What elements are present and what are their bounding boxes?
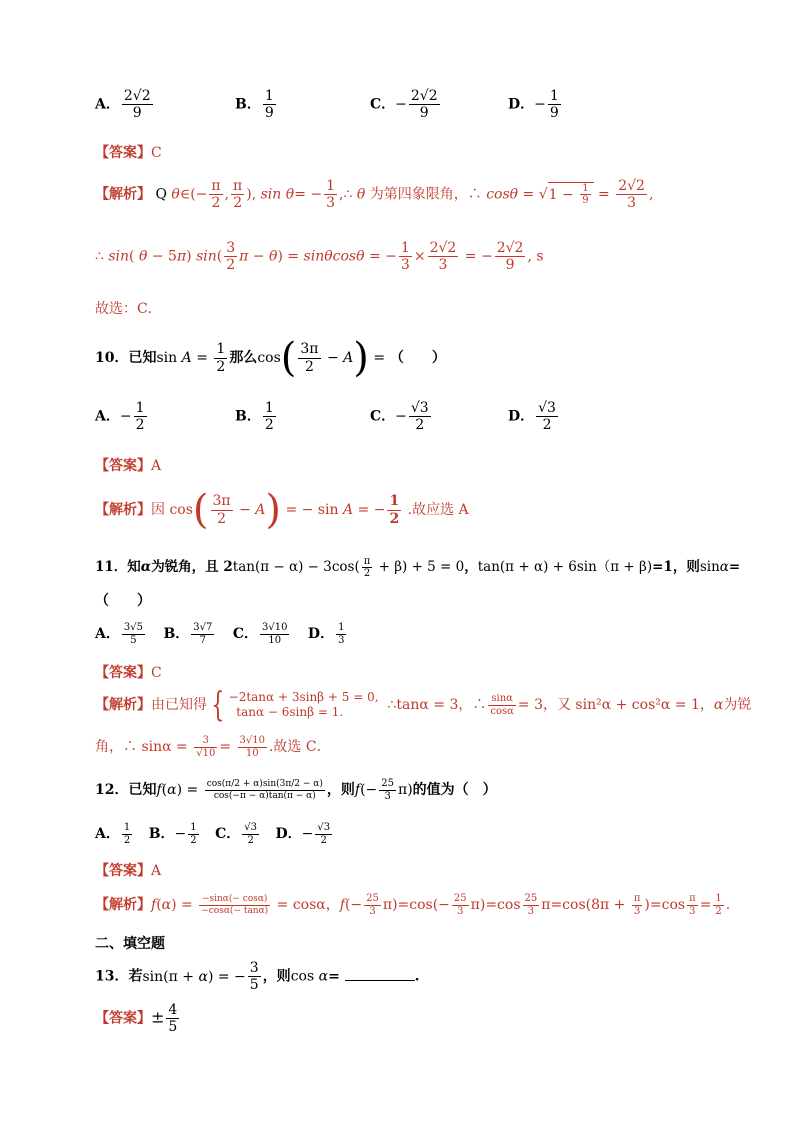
q12-options: A． $\frac{1}{2}$ B．− $\frac{1}{2}$ C． $\frac{√3}{2}$ D．− $\frac{√3}{2}$ <box>95 822 331 846</box>
q12-stem: 12．已知f(α) = $\frac{\cos(\pi/2 + \alpha)\sin(3\pi/2 - \alpha)}{\cos(-\pi - \alpha)\tan(\pi - \alpha)}$ ，则f(− $\frac{25}{3}$ π)的值为（ ） <box>95 778 497 802</box>
q12-analysis: 【解析】f(α) = $\frac{-\sin\alpha(- \cos\alpha)}{-\cos\alpha(- \tan\alpha)}$ = cosα，f(− $\frac{25}{3}$ π)=cos(− $\frac{25}{3}$ π)=cos $\frac{25}{3}$ π=cos(8π + $\frac{\pi}{3}$ )=cos $\frac{\pi}{3}$ = $\frac{1}{2}$ . <box>95 893 731 917</box>
q10-option-b: B． $\frac{1}{2}$ <box>235 400 274 434</box>
q9-option-b: B． $\frac{1}{9}$ <box>235 88 274 122</box>
q11-stem: 11．知α为锐角，且 2tan(π − α) − 3cos( $\frac{\pi}{2}$ + β) + 5 = 0，tan(π + α) + 6sin（π + β)=1，则sinα= <box>95 555 741 579</box>
q12-answer: 【答案】A <box>95 863 162 879</box>
q9-option-c: C．− $\frac{2√2}{9}$ <box>370 88 438 122</box>
q9-analysis-line2: ∴ sin( θ − 5π) sin( $\frac{3}{2}$ π − θ) = sinθcosθ = − $\frac{1}{3}$ × $\frac{2√2}{3}$ = − $\frac{2√2}{9}$ , s <box>95 240 544 274</box>
q11-paren: （ ） <box>95 593 151 609</box>
q10-option-c: C．− $\frac{√3}{2}$ <box>370 400 429 434</box>
q10-option-d: D． $\frac{√3}{2}$ <box>508 400 556 434</box>
q9-answer: 【答案】C <box>95 145 162 161</box>
q10-analysis: 【解析】因 cos( $\frac{3\pi}{2}$ − A) = − sin A = − $\frac{1}{2}$ .故应选 A <box>95 487 469 533</box>
q9-option-d: D．− $\frac{1}{9}$ <box>508 88 559 122</box>
section-fill-in-blank-title: 二、填空题 <box>95 936 165 952</box>
q9-option-a: A． $\frac{2√2}{9}$ <box>95 88 151 122</box>
q11-analysis-line2: 角，∴ sinα = $\frac{3}{√10}$ = $\frac{3√10}{10}$ .故选 C． <box>95 735 331 759</box>
q13-answer: 【答案】± $\frac{4}{5}$ <box>95 1002 178 1036</box>
q9-conclusion: 故选：C． <box>95 301 162 317</box>
q11-analysis-line1: 【解析】由已知得 { −2tanα + 3sinβ + 5 = 0, tanα − 6sinβ = 1. ∴tanα = 3，∴ $\frac{\sin\alpha}{\cos\alpha}$ = 3，又 sin²α + cos²α = 1，α为锐 <box>95 685 752 725</box>
q13-answer-blank[interactable] <box>345 980 415 981</box>
q11-options: A． $\frac{3√5}{5}$ B． $\frac{3√7}{7}$ C． $\frac{3√10}{10}$ D． $\frac{1}{3}$ <box>95 622 345 646</box>
q10-answer: 【答案】A <box>95 458 162 474</box>
q10-stem: 10．已知sin A = $\frac{1}{2}$ 那么cos( $\frac{3\pi}{2}$ − A) = （ ） <box>95 335 446 381</box>
q10-option-a: A．− $\frac{1}{2}$ <box>95 400 145 434</box>
q13-stem: 13．若sin(π + α) = − $\frac{3}{5}$ ，则cos α= . <box>95 960 420 994</box>
q9-analysis-line1: 【解析】 Q θ∈(− $\frac{\pi}{2}$ , $\frac{\pi}{2}$ ), sin θ= − $\frac{1}{3}$ ,∴ θ 为第四象限角，∴ cosθ = √1 − $\frac{1}{9}$ = $\frac{2√2}{3}$ , <box>95 178 654 212</box>
q11-answer: 【答案】C <box>95 665 162 681</box>
